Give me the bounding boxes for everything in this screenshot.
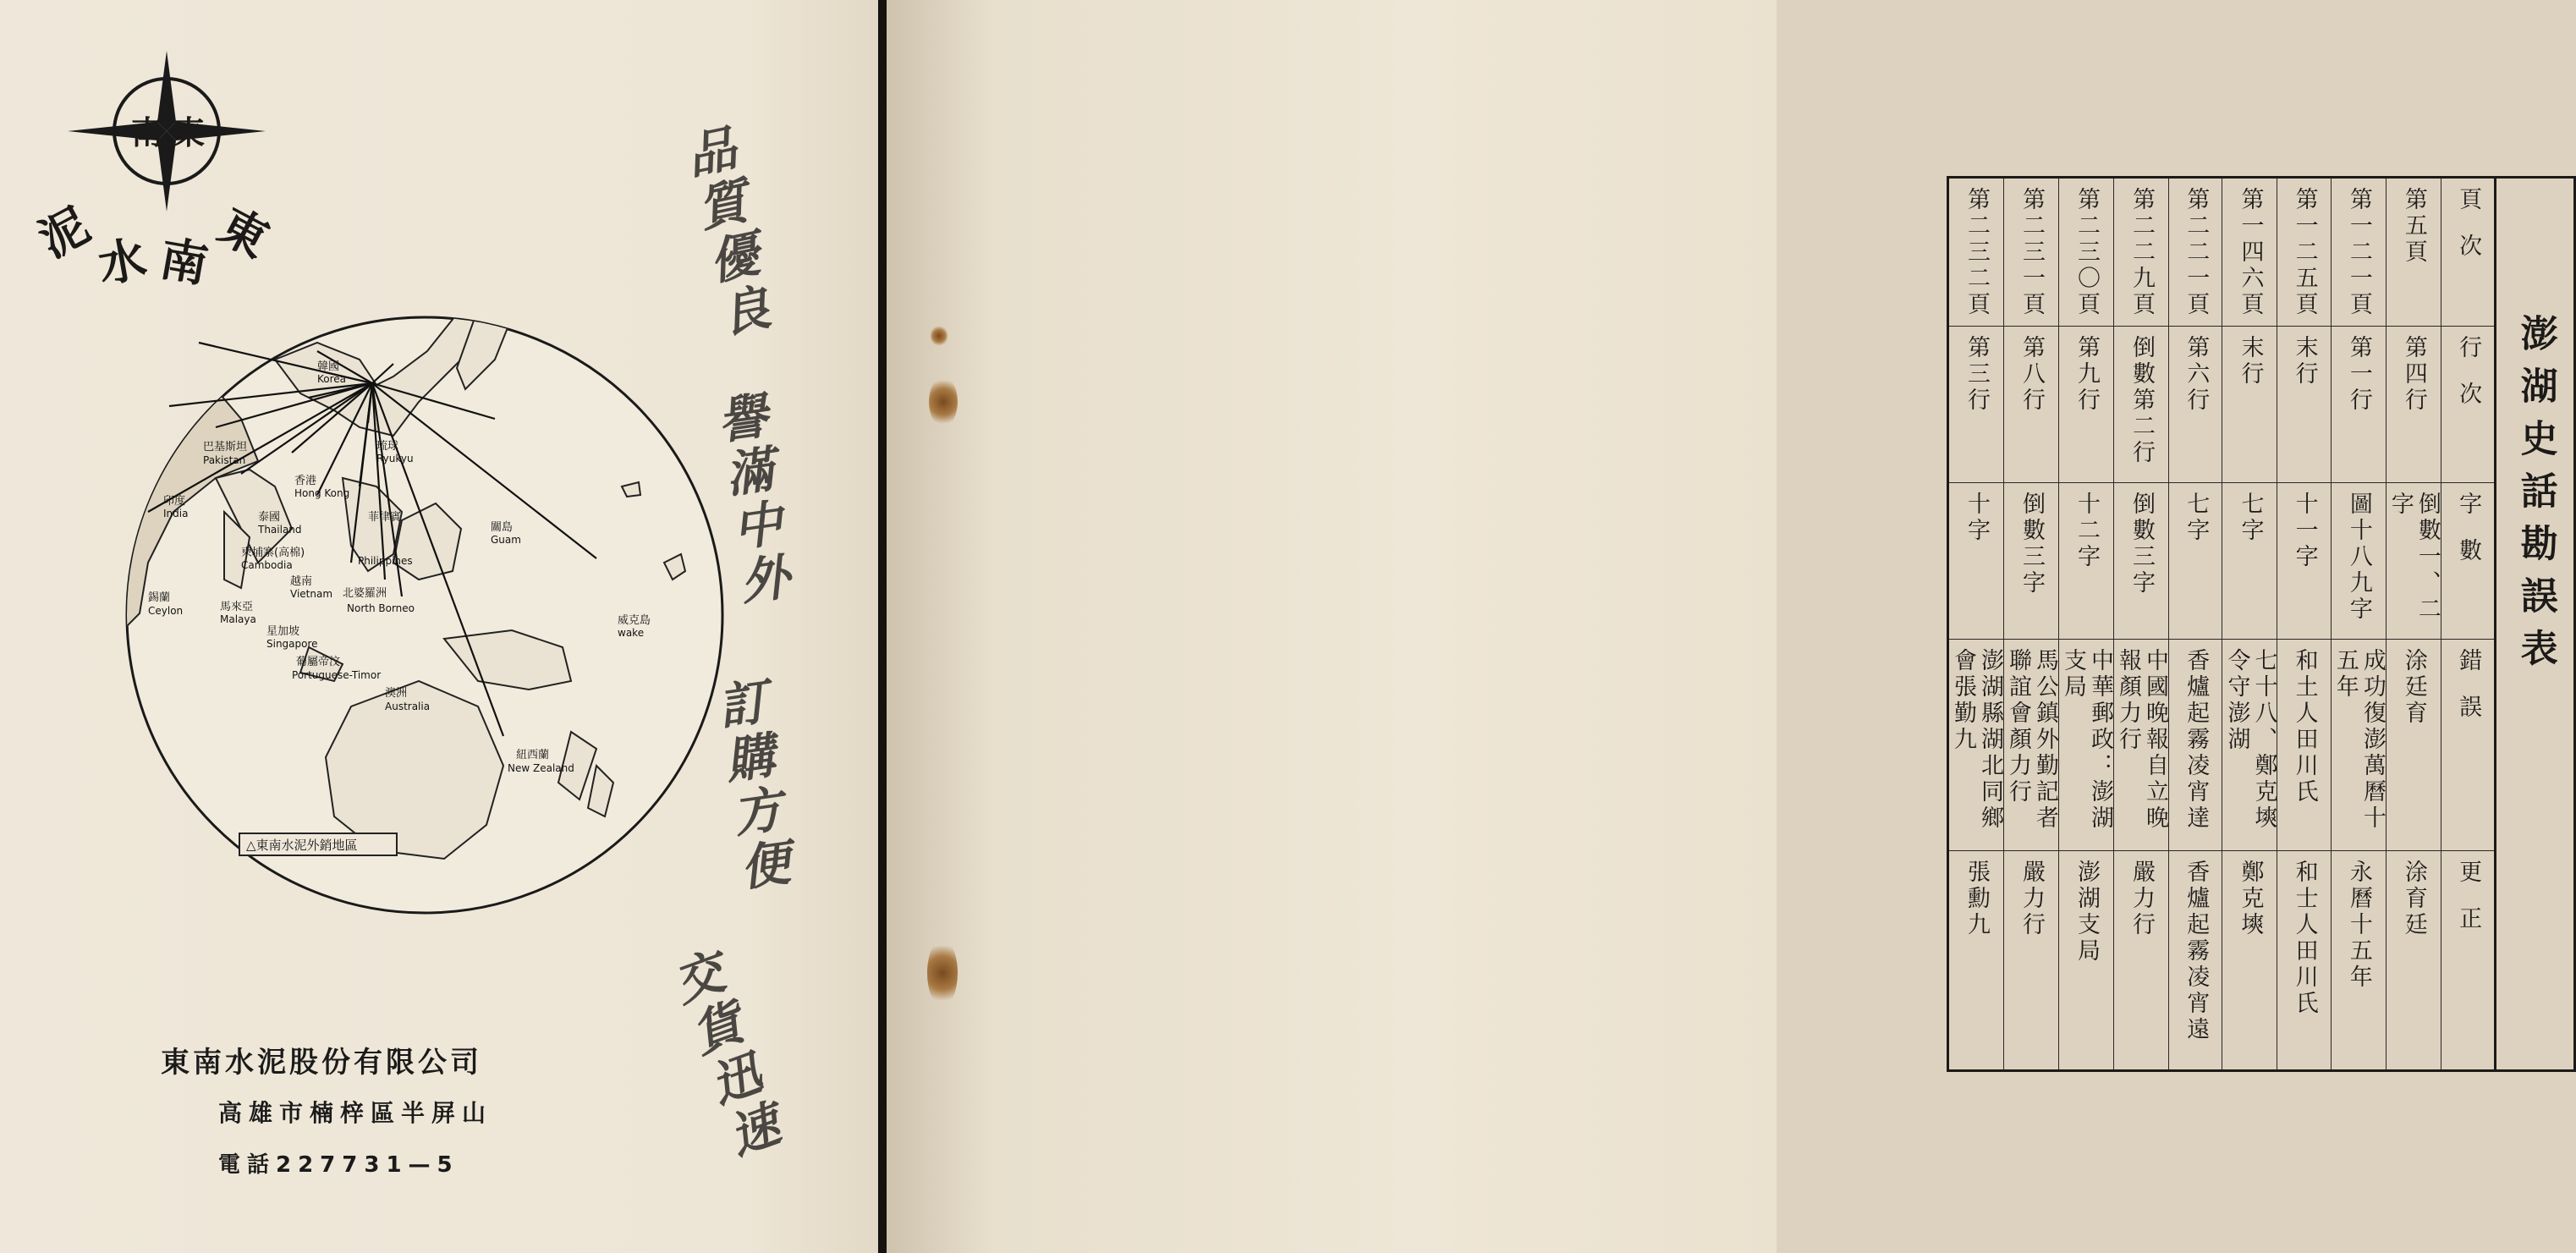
errata-text-page: 第一四六頁 [2237,187,2264,318]
errata-cell-line [2332,327,2386,483]
errata-header-cell [2441,640,2494,851]
errata-text-line: 第三行 [1964,335,1991,414]
errata-text-correct: 和士人田川氏 [2291,860,2318,1017]
map-label-zh: 柬埔寨(高棉) [241,547,305,559]
errata-cell-line [2004,327,2058,483]
map-label-zh: 巴基斯坦 [203,441,248,453]
errata-cell-chars [2387,483,2441,640]
slogan-delivery [666,942,788,1167]
slogan-char: 外 [736,547,794,612]
errata-text-page: 第二三一頁 [2019,187,2046,318]
map-label-zh: 香港 [294,475,317,487]
map-label-zh: 越南 [290,575,313,588]
errata-text-correct: 澎湖支局 [2073,860,2101,964]
errata-cell-correct [2004,851,2058,1064]
errata-cell-line [2222,327,2277,483]
map-label-zh: 威克島 [618,614,651,627]
errata-text-chars: 十一字 [2291,492,2318,570]
errata-cell-chars [2004,483,2058,640]
map-label-en: North Borneo [347,602,415,614]
map-label-en: Australia [385,701,431,712]
errata-cell-correct [2114,851,2168,1064]
slogan-char: 質 [692,172,753,239]
map-label-zh: 琉球 [376,440,399,453]
slogan-char: 貨 [684,993,750,1064]
logo-char-east: 東 [173,113,206,151]
slogan-char: 便 [736,833,794,898]
company-name: 東南水泥股份有限公司 [161,1046,482,1080]
map-label-en: Portuguese-Timor [292,669,382,681]
errata-text-correct: 涂育廷 [2400,860,2427,938]
errata-cell-page [2332,179,2386,327]
slogan-char: 優 [704,225,765,292]
slogan-char: 交 [666,942,733,1014]
errata-cell-error [2169,640,2222,851]
errata-header-text: 行次 [2455,335,2482,428]
errata-cell-correct [2332,851,2386,1064]
errata-cell-page [2222,179,2277,327]
errata-row [1949,179,2003,1069]
map-label-zh: 澳洲 [385,687,408,700]
errata-cell-chars [2114,483,2168,640]
errata-row [2386,179,2441,1069]
errata-row [2331,179,2386,1069]
errata-cell-line [2059,327,2113,483]
errata-text-error: 馬公鎮外勤記者聯誼會顏力行 [2005,648,2059,832]
errata-text-chars: 十二字 [2073,492,2101,570]
errata-cell-page [2387,179,2441,327]
errata-text-chars: 倒數三字 [2019,492,2046,596]
errata-text-page: 第五頁 [2400,187,2427,266]
logo-char-south: 南 [131,113,164,151]
errata-text-line: 倒數第二行 [2128,335,2156,466]
errata-text-error: 成功復澎萬曆十五年 [2332,648,2386,832]
map-label-zh: 泰國 [258,511,281,524]
errata-header-cell [2441,851,2494,1064]
errata-text-chars: 圖十八九字 [2345,492,2372,623]
map-label-zh: 韓國 [317,360,340,373]
errata-text-correct: 嚴力行 [2128,860,2156,938]
stain-mark [929,376,958,427]
errata-cell-error [2332,640,2386,851]
errata-row [2168,179,2222,1069]
errata-header-cell [2441,179,2494,327]
slogan-char: 方 [729,779,786,844]
errata-cell-error [2222,640,2277,851]
errata-text-chars: 十字 [1964,492,1991,544]
errata-header-cell [2441,327,2494,483]
errata-cell-error [2004,640,2058,851]
errata-text-line: 第四行 [2400,335,2427,414]
errata-cell-error [1949,640,2003,851]
errata-text-page: 第一二一頁 [2345,187,2372,318]
errata-text-line: 第六行 [2183,335,2210,414]
map-label-en: Ceylon [148,605,184,617]
errata-cell-page [1949,179,2003,327]
errata-row [2058,179,2113,1069]
errata-header-text: 字數 [2455,492,2482,585]
slogan-char: 中 [729,493,786,558]
errata-header-cell [2441,483,2494,640]
stain-mark [931,326,947,346]
errata-text-correct: 永曆十五年 [2345,860,2372,991]
brand-char: 南 [156,230,212,294]
map-label-zh: 葡屬帝汶 [296,656,341,668]
company-phone: 電話227731—5 [218,1152,459,1178]
slogan-char: 譽 [714,387,772,451]
errata-title-column [2494,179,2573,1069]
map-caption-text: △東南水泥外銷地區 [246,838,358,853]
left-page [0,0,882,1253]
errata-text-error: 七十八、鄭克塽令守澎湖 [2223,648,2277,832]
errata-text-error: 香爐起霧凌宵達 [2183,648,2210,832]
errata-text-correct: 嚴力行 [2019,860,2046,938]
errata-text-error: 中國晚報自立晚報顏力行 [2115,648,2169,832]
export-region-map [123,309,728,922]
map-label-en: Ryukyu [376,453,414,464]
errata-cell-chars [1949,483,2003,640]
map-label-en: Guam [491,534,521,546]
map-label-en: Philippines [358,555,413,567]
errata-text-page: 第二二一頁 [2183,187,2210,318]
errata-text-correct: 鄭克塽 [2237,860,2264,938]
errata-cell-chars [2059,483,2113,640]
errata-row [2222,179,2277,1069]
errata-text-line: 末行 [2237,335,2264,387]
errata-text-chars: 倒數三字 [2128,492,2156,596]
errata-text-correct: 香爐起霧凌宵遠 [2183,860,2210,1043]
errata-text-error: 涂廷育 [2400,648,2427,727]
errata-text-line: 第八行 [2019,335,2046,414]
right-page [887,0,2557,1253]
errata-text-error: 和土人田川氏 [2291,648,2318,805]
map-label-zh: 菲律賓 [368,511,402,524]
map-caption [239,833,397,855]
errata-text-line: 末行 [2291,335,2318,387]
errata-text-page: 第一二五頁 [2291,187,2318,318]
errata-cell-chars [2332,483,2386,640]
errata-cell-page [2277,179,2330,327]
errata-table [1947,176,2576,1072]
slogan-char: 品 [681,118,742,186]
errata-cell-line [2169,327,2222,483]
slogan-char: 滿 [722,440,779,505]
errata-cell-correct [2277,851,2330,1064]
errata-header-text: 錯誤 [2455,648,2482,741]
brand-char: 泥 [30,197,99,269]
map-label-zh: 星加坡 [266,625,300,638]
errata-row [2277,179,2330,1069]
errata-text-page: 第二二九頁 [2128,187,2156,318]
map-label-zh: 馬來亞 [220,601,254,613]
company-logo [68,51,296,212]
errata-text-error: 澎湖縣湖北同鄉會張勤九 [1950,648,2004,832]
slogan-char: 迅 [703,1044,769,1115]
errata-cell-page [2059,179,2113,327]
map-label-en: India [163,508,189,519]
errata-cell-page [2169,179,2222,327]
company-address: 高雄市楠梓區半屏山 [218,1099,493,1127]
map-label-zh: 紐西蘭 [516,749,550,761]
map-label-en: Hong Kong [294,487,350,499]
errata-text-chars: 七字 [2237,492,2264,544]
map-label-zh: 北婆羅洲 [343,587,387,600]
slogan-char: 訂 [714,673,772,737]
map-label-zh: 錫蘭 [148,591,171,604]
errata-title: 澎湖史話勘誤表 [2513,314,2557,681]
errata-text-line: 第一行 [2345,335,2372,414]
map-label-en: Vietnam [290,588,333,600]
stain-mark [927,939,958,1007]
errata-cell-error [2059,640,2113,851]
brand-char: 水 [94,230,151,294]
errata-cell-correct [2387,851,2441,1064]
errata-text-page: 第二三〇頁 [2073,187,2101,318]
errata-cell-error [2114,640,2168,851]
errata-text-line: 第九行 [2073,335,2101,414]
errata-cell-page [2004,179,2058,327]
map-label-en: Pakistan [203,454,246,466]
errata-cell-line [1949,327,2003,483]
errata-text-error: 中華郵政：澎湖支局 [2060,648,2114,832]
map-label-en: Cambodia [241,559,293,571]
map-label-en: Korea [317,373,347,385]
map-label-en: New Zealand [508,762,574,774]
errata-text-chars: 倒數一、二字 [2387,492,2441,623]
errata-cell-correct [2059,851,2113,1064]
errata-header-text: 更正 [2455,860,2482,953]
errata-cell-chars [2222,483,2277,640]
map-label-en: Malaya [220,613,256,625]
map-label-zh: 關島 [491,521,514,534]
map-label-en: wake [618,627,645,639]
errata-cell-line [2277,327,2330,483]
errata-cell-correct [1949,851,2003,1064]
errata-text-page: 第二三二頁 [1964,187,1991,318]
map-label-en: Thailand [258,524,302,536]
errata-row [2113,179,2168,1069]
errata-cell-line [2387,327,2441,483]
errata-cell-line [2114,327,2168,483]
errata-row [2003,179,2058,1069]
errata-header-text: 頁次 [2455,187,2482,280]
errata-cell-correct [2169,851,2222,1064]
errata-header-column [2441,179,2494,1069]
slogan-char: 良 [715,278,776,345]
errata-cell-chars [2277,483,2330,640]
errata-cell-page [2114,179,2168,327]
map-label-zh: 印度 [163,495,186,508]
errata-cell-error [2277,640,2330,851]
errata-cell-correct [2222,851,2277,1064]
errata-cell-error [2387,640,2441,851]
slogan-char: 購 [722,726,779,791]
errata-text-chars: 七字 [2183,492,2210,544]
errata-cell-chars [2169,483,2222,640]
map-label-en: Singapore [266,638,318,650]
brand-char: 東 [209,197,278,269]
slogan-char: 速 [721,1095,788,1167]
errata-text-correct: 張勳九 [1964,860,1991,938]
